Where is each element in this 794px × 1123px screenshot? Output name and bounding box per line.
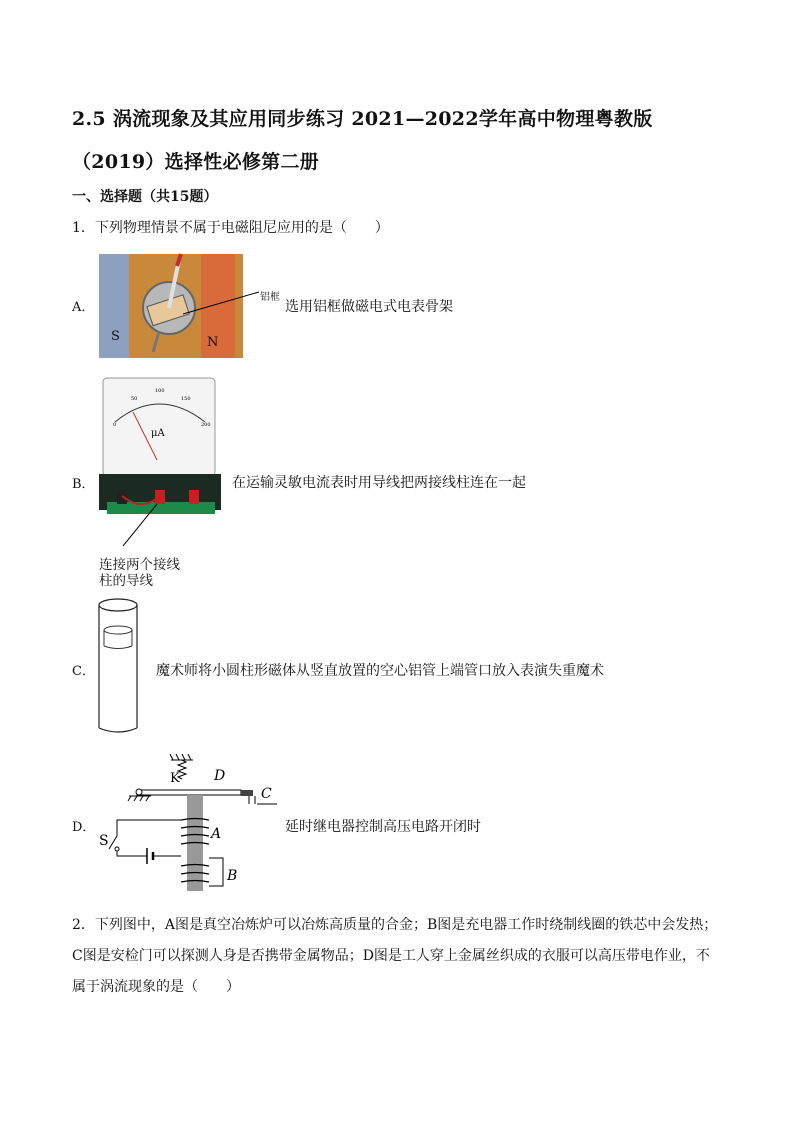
option-b-caption-line1: 连接两个接线 (99, 557, 180, 573)
option-b-text: 在运输灵敏电流表时用导线把两接线柱连在一起 (232, 475, 526, 491)
option-d-figure (97, 754, 277, 894)
option-a-label: A． (72, 300, 95, 315)
coil-a-label: A (211, 826, 222, 842)
magnet-s-label: S (111, 329, 120, 344)
option-d-text: 延时继电器控制高压电路开闭时 (285, 819, 481, 835)
svg-text:200: 200 (201, 422, 211, 428)
svg-text:50: 50 (131, 396, 138, 402)
contact-c-label: C (261, 786, 272, 802)
svg-text:0: 0 (113, 422, 117, 428)
question-2-stem: 2．下列图中，A图是真空冶炼炉可以冶炼高质量的合金；B图是充电器工作时绕制线圈的铁芯中会发热；C图是安检门可以探测人身是否携带金属物品；D图是工人穿上金属丝织成的衣服可以高压带电作业，不属于涡流现象的是（ ） (72, 917, 718, 995)
svg-text:100: 100 (155, 388, 165, 394)
option-b-label: B． (72, 477, 95, 492)
question-1-stem: 1．下列物理情景不属于电磁阻尼应用的是（ ） (72, 220, 389, 236)
aluminum-frame-callout: 铝框 (260, 292, 280, 303)
spring-k-label: K (170, 771, 180, 786)
option-c-label: C． (72, 664, 95, 679)
switch-s-label: S (99, 833, 109, 849)
option-b-figure (97, 376, 227, 546)
magnet-n-label: N (207, 335, 219, 350)
option-b-caption-line2: 柱的导线 (99, 573, 153, 589)
armature-d-label: D (214, 768, 226, 784)
doc-title-line1: 2.5 涡流现象及其应用同步练习 2021—2022学年高中物理粤教版 (72, 108, 653, 130)
svg-text:150: 150 (181, 396, 191, 402)
option-a-text: 选用铝框做磁电式电表骨架 (285, 299, 453, 315)
option-c-text: 魔术师将小圆柱形磁体从竖直放置的空心铝管上端管口放入表演失重魔术 (156, 663, 604, 679)
microamp-unit: μA (151, 428, 165, 439)
section-heading: 一、选择题（共15题） (72, 189, 218, 205)
option-d-label: D． (72, 820, 96, 835)
coil-b-label: B (227, 868, 238, 884)
option-c-figure (97, 596, 145, 736)
doc-title-line2: （2019）选择性必修第二册 (72, 151, 320, 173)
